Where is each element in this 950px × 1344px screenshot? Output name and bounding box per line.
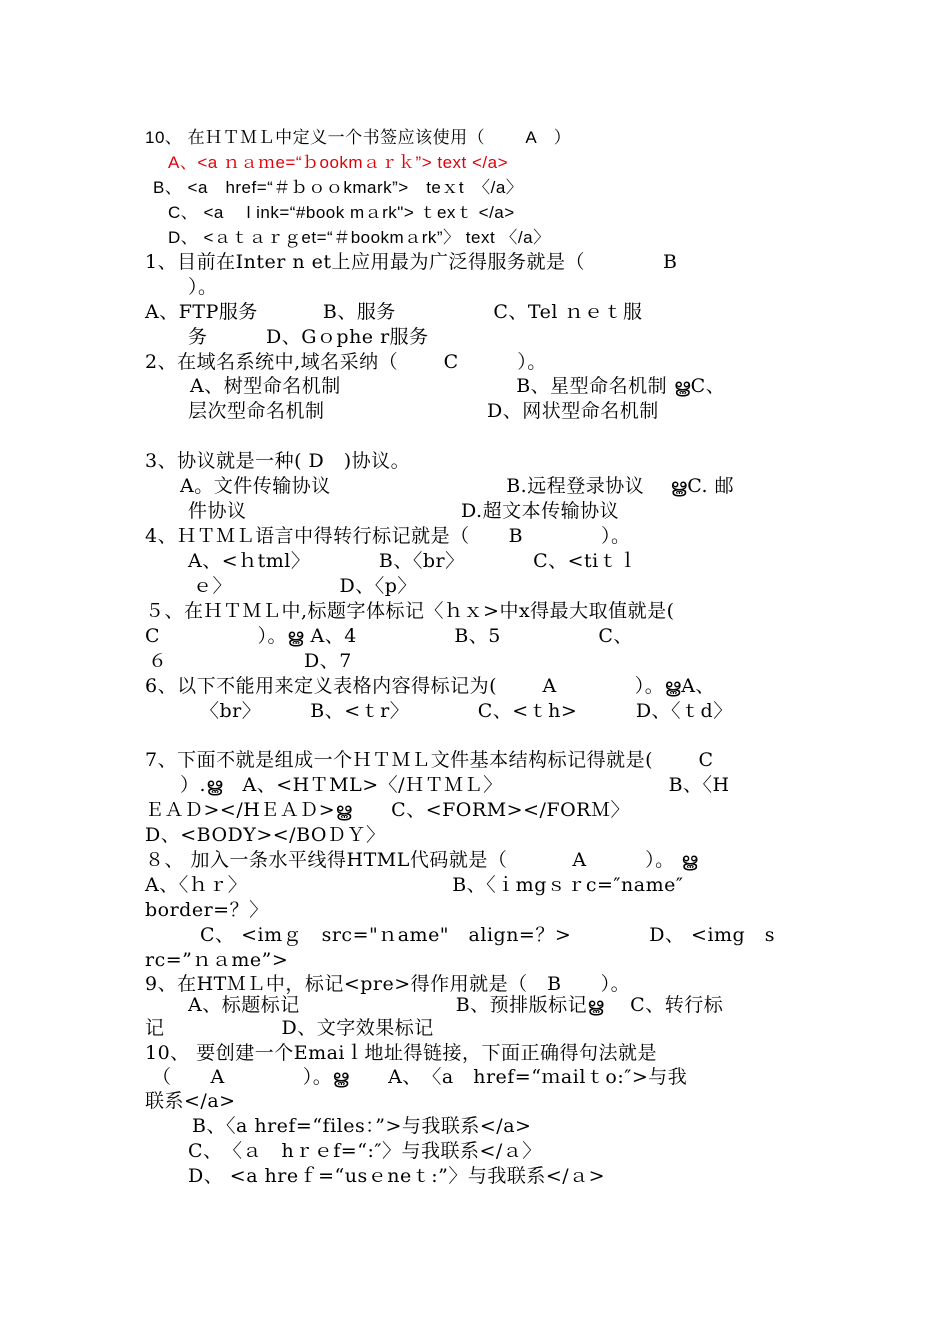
question-2-options: A、树型命名机制 B、星型命名机制 ൠC、	[190, 375, 726, 397]
question-4-options: A、<ｈtml〉 B、〈br〉 C、<tiｔｌ	[188, 550, 638, 572]
question-8-option-c: C、 <imｇ src="ｎame" align=？> D、 <img s	[200, 924, 775, 946]
question-3-options: A。文件传输协议 B.远程登录协议 ൠC. 邮	[180, 475, 735, 497]
question-5-options-cont: ６ D、7	[148, 650, 352, 672]
question-2-stem: 2、在域名系统中,域名采纳（ C ）。	[145, 351, 547, 373]
question-2-options-cont: 层次型命名机制 D、网状型命名机制	[188, 400, 659, 422]
question-10b-option-c: C、 〈ａ hｒｅf=“:″〉与我联系</ａ〉	[188, 1140, 542, 1162]
question-9-options: A、标题标记 B、预排版标记ൠ C、转行标	[188, 994, 724, 1016]
question-10b-option-b: B、〈a href=“files：”>与我联系</a>	[192, 1115, 532, 1137]
question-6-options: 〈br〉 B、<ｔr〉 C、<ｔh> D、〈ｔd〉	[200, 700, 733, 722]
question-7-options: ）.ൠ A、<HＴML>〈/ＨＴＭＬ〉 B、〈H	[180, 774, 730, 796]
question-7-option-d: D、<BODY></BOＤＹ〉	[145, 824, 386, 846]
question-7-options-cont: ＥＡＤ></HＥＡＤ>ൠ C、<FORM></FORＭ〉	[145, 799, 630, 821]
question-4-stem: 4、ＨＴＭＬ语言中得转行标记就是（ B ）。	[145, 525, 631, 547]
question-10b-option-d: D、 <a hreｆ=“usｅneｔ:”〉与我联系</ａ>	[188, 1165, 606, 1187]
question-10-option-b: B、 <a href=“＃ｂｏｏkmark”> teｘt 〈/a〉	[153, 178, 524, 197]
question-5-options: C ）。ൠ A、4 B、5 C、	[145, 625, 633, 647]
question-10-title: 10、 在ＨＴＭＬ中定义一个书签应该使用（ A ）	[145, 128, 572, 147]
question-10-option-a: A、<a ｎａｍe=“ｂookmａｒｋ”> text </a>	[168, 153, 509, 172]
question-8-options: A、〈ｈｒ〉 B、〈ｉmgｓｒc=″name″	[145, 874, 684, 896]
question-10-option-c: C、 <a l ink=“#book mａrk"> ｔexｔ </a>	[168, 203, 515, 222]
question-7-stem: 7、下面不就是组成一个ＨＴＭＬ文件基本结构标记得就是( C	[145, 749, 714, 771]
question-6-stem: 6、以下不能用来定义表格内容得标记为( A ）。ൠA、	[145, 675, 715, 697]
question-10-option-d: D、 <ａｔａｒｇet=“＃bookmａrk”〉 text 〈/a〉	[168, 228, 551, 247]
question-1-stem-cont: ）。	[188, 276, 218, 298]
question-3-stem: 3、协议就是一种( D )协议。	[145, 450, 411, 472]
question-3-options-cont: 件协议 D.超文本传输协议	[188, 500, 620, 522]
question-8-option-d-cont: rc=”ｎａme”>	[145, 949, 289, 971]
question-1-options-cont: 务 D、Gｏphe r服务	[188, 326, 429, 348]
question-8-stem: ８、 加入一条水平线得HTML代码就是（ A ）。 ൠ	[145, 849, 699, 871]
question-4-options-cont: ｅ〉 D、〈p〉	[193, 575, 417, 597]
question-10b-option-a-cont: 联系</a>	[145, 1090, 236, 1112]
question-1-options: A、FTP服务 B、服务 C、Tel ｎｅｔ服	[145, 301, 643, 323]
question-10b-stem: 10、 要创建一个Emaiｌ地址得链接，下面正确得句法就是	[145, 1042, 658, 1064]
question-9-options-cont: 记 D、文字效果标记	[145, 1017, 434, 1039]
question-10b-option-a: （ A ）。ൠ A、 〈a href=“ｍailｔo:″>与我	[152, 1066, 688, 1088]
question-1-stem: 1、目前在Inter n et上应用最为广泛得服务就是（ B	[145, 251, 678, 273]
question-5-stem: ５、在ＨＴＭＬ中,标题字体标记〈ｈｘ>中x得最大取值就是(	[145, 600, 675, 622]
question-9-stem: 9、在HTＭＬ中，标记<pre>得作用就是（ B ）。	[145, 973, 631, 995]
question-8-options-cont: border=？〉	[145, 899, 269, 921]
